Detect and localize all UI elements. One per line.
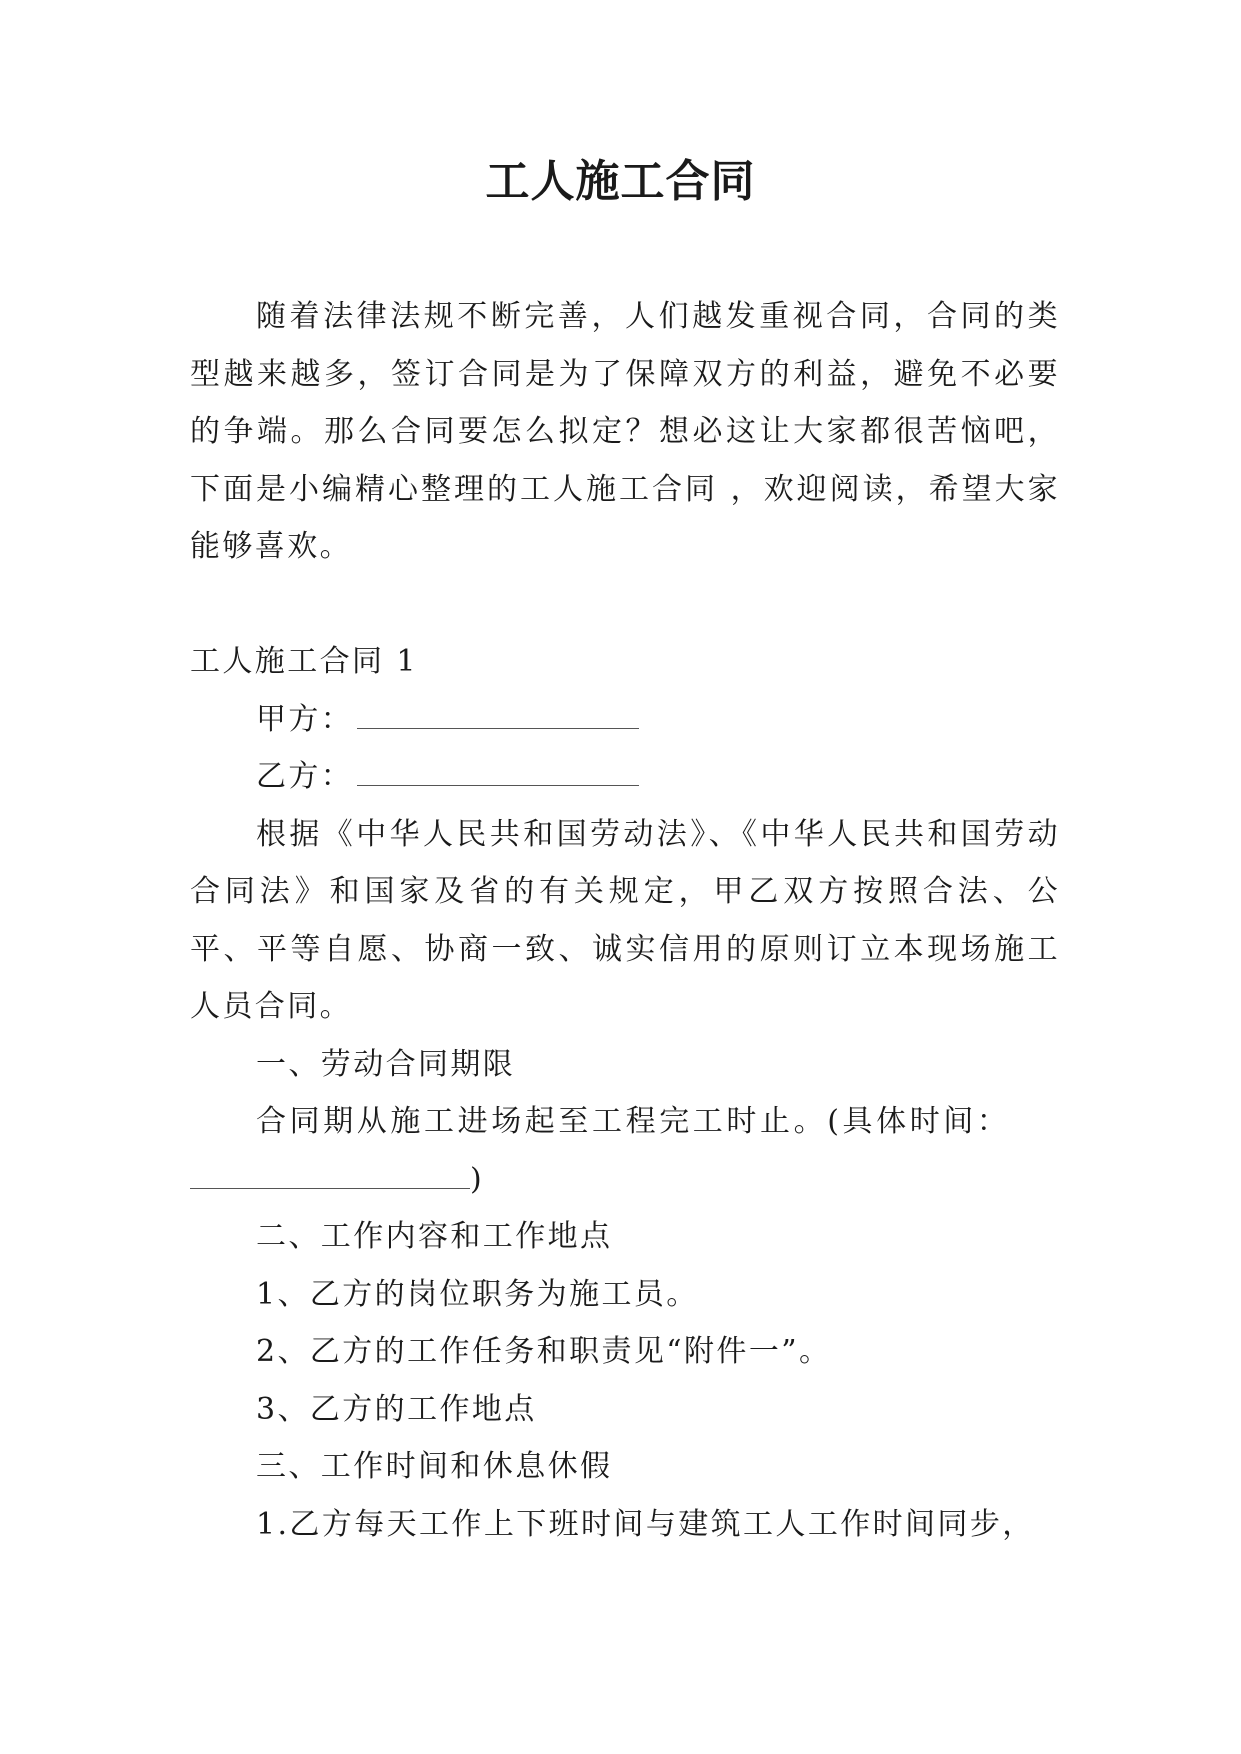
paragraph-gap (190, 576, 1060, 634)
section-1-blank-line (190, 1151, 1060, 1209)
section-2-item-3: 3、乙方的工作地点 (256, 1391, 537, 1427)
section-2-item-2: 2、乙方的工作任务和职责见“附件一”。 (256, 1334, 832, 1369)
party-a-blank (357, 702, 639, 729)
section-2-title: 二、工作内容和工作地点 (256, 1219, 613, 1254)
document-body (190, 288, 1060, 1553)
party-b-line (190, 748, 1060, 806)
section-2-item-1: 1、乙方的岗位职务为施工员。 (256, 1276, 699, 1312)
party-b-label: 乙方： (256, 759, 354, 794)
intro-paragraph: 随着法律法规不断完善，人们越发重视合同，合同的类型越来越多，签订合同是为了保障双方的利益，避免不必要的争端。那么合同要怎么拟定？想必这让大家都很苦恼吧，下面是小编精心整理的工人施工合同 ，欢迎阅读，希望大家能够喜欢。 (190, 299, 1060, 564)
section-3-item-1: 1.乙方每天工作上下班时间与建筑工人工作时间同步， (256, 1506, 1035, 1542)
document-title: 工人施工合同 (485, 156, 756, 207)
term-date-blank (190, 1162, 470, 1189)
basis-paragraph: 根据《中华人民共和国劳动法》、《中华人民共和国劳动合同法》和国家及省的有关规定，甲乙双方按照合法、公平、平等自愿、协商一致、诚实信用的原则订立本现场施工人员合同。 (190, 816, 1060, 1024)
party-a-line (190, 691, 1060, 749)
section-1-text: 合同期从施工进场起至工程完工时止。(具体时间： (256, 1104, 1011, 1139)
section-1-title: 一、劳动合同期限 (256, 1046, 516, 1082)
section-3-title: 三、工作时间和休息休假 (256, 1449, 613, 1484)
party-b-blank (357, 759, 639, 786)
contract-heading: 工人施工合同 1 (190, 644, 418, 679)
section-1-close: ) (470, 1161, 485, 1197)
party-a-label: 甲方： (256, 701, 354, 737)
